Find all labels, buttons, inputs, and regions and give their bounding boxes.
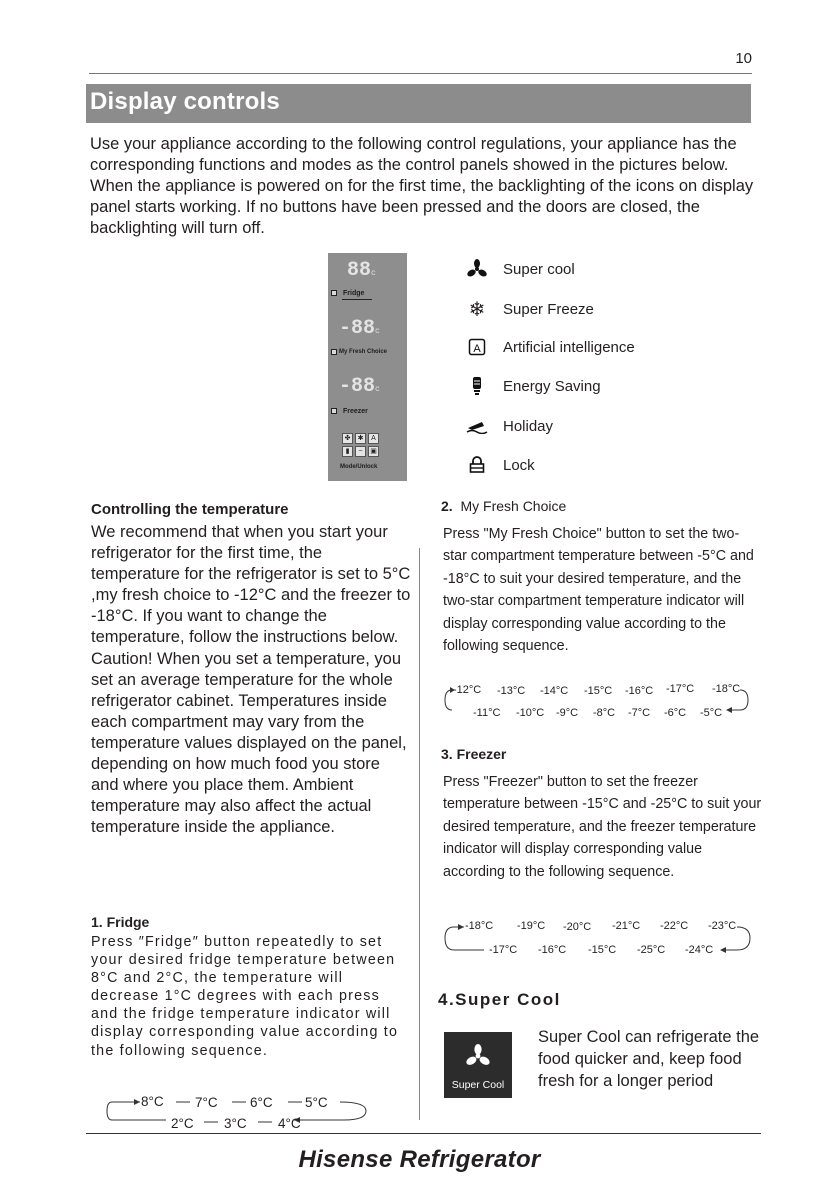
freezer-body: Press "Freezer" button to set the freezer temperature between -15°C and -25°C to suit your desired temperature, and the freezer temperature indicator will display corresponding value according to the following sequence.: [443, 774, 762, 880]
fridge-panel-label: Fridge: [343, 290, 365, 297]
seq-item: -21°C: [612, 920, 641, 932]
panel-holiday-icon: ~: [355, 446, 366, 457]
fridge-body: Press ″Fridge″ button repeatedly to set your desired fridge temperature between 8°C and 2°C, the temperature will decrease 1°C degrees with each press and the fridge temperature indicator will display corresponding value according to the following sequence.: [91, 934, 399, 1059]
fresh-body: Press "My Fresh Choice" button to set the two-star compartment temperature between -5°C and -18°C to suit your desired temperature, and the two-star compartment temperature indicator will display corresponding value according to the following sequence.: [443, 526, 754, 655]
seq-item: 4°C: [278, 1116, 301, 1131]
panel-bulb-icon: ▮: [342, 446, 353, 457]
seq-item: 8°C: [141, 1094, 164, 1109]
brand-footer: Hisense Refrigerator: [298, 1146, 541, 1173]
legend-label: Lock: [503, 456, 535, 474]
svg-text:A: A: [473, 343, 481, 355]
seq-item: -14°C: [540, 685, 569, 697]
panel-ai-icon: A: [368, 433, 379, 444]
control-panel-illustration: [328, 253, 407, 481]
fridge-heading: 1. Fridge: [91, 914, 150, 930]
fresh-indicator-icon: [331, 349, 337, 355]
fresh-display: -88c: [339, 317, 380, 340]
seq-item: -15°C: [584, 685, 613, 697]
legend-label: Super Freeze: [503, 300, 594, 318]
column-divider: [419, 548, 420, 1120]
seq-item: -25°C: [637, 944, 666, 956]
top-divider: [89, 73, 752, 74]
freezer-display: -88c: [339, 375, 380, 398]
legend-item-holiday: [465, 415, 553, 437]
freezer-indicator-icon: [331, 408, 337, 414]
bottom-divider: [86, 1133, 761, 1134]
snowflake-icon: ❄: [468, 298, 486, 321]
seq-item: -24°C: [685, 944, 714, 956]
seq-item: 6°C: [250, 1095, 273, 1110]
seq-item: -17°C: [666, 683, 695, 695]
seq-item: -17°C: [489, 944, 518, 956]
seq-item: -10°C: [516, 707, 545, 719]
legend-item-ai: [465, 336, 635, 358]
fan-icon: [466, 1044, 490, 1068]
legend-item-energy-saving: [465, 375, 601, 397]
seq-item: -23°C: [708, 920, 737, 932]
fridge-indicator-icon: [331, 290, 337, 296]
seq-item: -16°C: [538, 944, 567, 956]
legend-item-super-freeze: [465, 298, 594, 320]
panel-fan-icon: ✤: [342, 433, 353, 444]
intro-paragraph: Use your appliance according to the following control regulations, your appliance has the corresponding functions and modes as the control panels showed in the pictures below. When the appliance is powered on for the first time, the backlighting of the icons on display panel starts working. If no buttons have been pressed and the doors are closed, the backlighting will turn off.: [90, 135, 754, 237]
bulb-icon: [465, 375, 489, 397]
legend-label: Super cool: [503, 260, 575, 278]
fresh-panel-label: My Fresh Choice: [339, 349, 388, 355]
seq-item: -18°C: [465, 920, 494, 932]
fridge-display: 88c: [347, 259, 376, 282]
seq-item: -7°C: [628, 707, 651, 719]
fan-icon: [465, 258, 489, 280]
seq-item: -13°C: [497, 685, 526, 697]
seq-item: 3°C: [224, 1116, 247, 1131]
seq-item: -20°C: [563, 921, 592, 933]
lock-icon: [465, 454, 489, 476]
legend-label: Artificial intelligence: [503, 338, 635, 356]
holiday-icon: [465, 415, 489, 437]
ai-icon: [465, 336, 489, 358]
seq-item: -9°C: [556, 707, 579, 719]
seq-item: 2°C: [171, 1116, 194, 1131]
fresh-heading: 2. My Fresh Choice: [441, 498, 567, 514]
seq-item: -18°C: [712, 683, 741, 695]
seq-item: 5°C: [305, 1095, 328, 1110]
legend-label: Energy Saving: [503, 377, 601, 395]
seq-item: -5°C: [700, 707, 723, 719]
super-cool-box-label: Super Cool: [451, 1079, 505, 1091]
super-cool-body: Super Cool can refrigerate the food quicker and, keep food fresh for a longer period: [538, 1028, 760, 1090]
super-cool-heading: 4.Super Cool: [438, 990, 561, 1009]
page-number: 10: [735, 50, 752, 67]
seq-item: -8°C: [593, 707, 616, 719]
seq-item: 7°C: [195, 1095, 218, 1110]
panel-snowflake-icon: ✱: [355, 433, 366, 444]
seq-item: -12°C: [453, 684, 482, 696]
legend-label: Holiday: [503, 417, 554, 435]
seq-item: -19°C: [517, 920, 546, 932]
seq-item: -11°C: [473, 707, 501, 719]
page-title: Display controls: [90, 88, 280, 115]
seq-item: -22°C: [660, 920, 689, 932]
legend-item-super-cool: [465, 258, 575, 280]
legend-item-lock: [465, 454, 535, 476]
super-cool-button-image: [444, 1032, 512, 1098]
freezer-heading: 3. Freezer: [441, 746, 507, 762]
freezer-panel-label: Freezer: [343, 408, 368, 415]
seq-item: -6°C: [664, 707, 687, 719]
controlling-heading: Controlling the temperature: [91, 501, 289, 518]
controlling-body: We recommend that when you start your refrigerator for the first time, the temperature for the refrigerator is set to 5°C ,my fresh choice to -12°C and the freezer to -18°C. If you want to change the temperature, follow the instructions below. Caution! When you set a temperature, you set an average temperature for the whole refrigerator cabinet. Temperatures inside each compartment may vary from the temperature values displayed on the panel, depending on how much food you store and where you place them. Ambient temperature may also affect the actual temperature inside the appliance.: [91, 523, 411, 837]
seq-item: -16°C: [625, 685, 654, 697]
panel-lock-icon: ▣: [368, 446, 379, 457]
mode-unlock-label: Mode/Unlock: [340, 464, 378, 470]
seq-item: -15°C: [588, 944, 617, 956]
